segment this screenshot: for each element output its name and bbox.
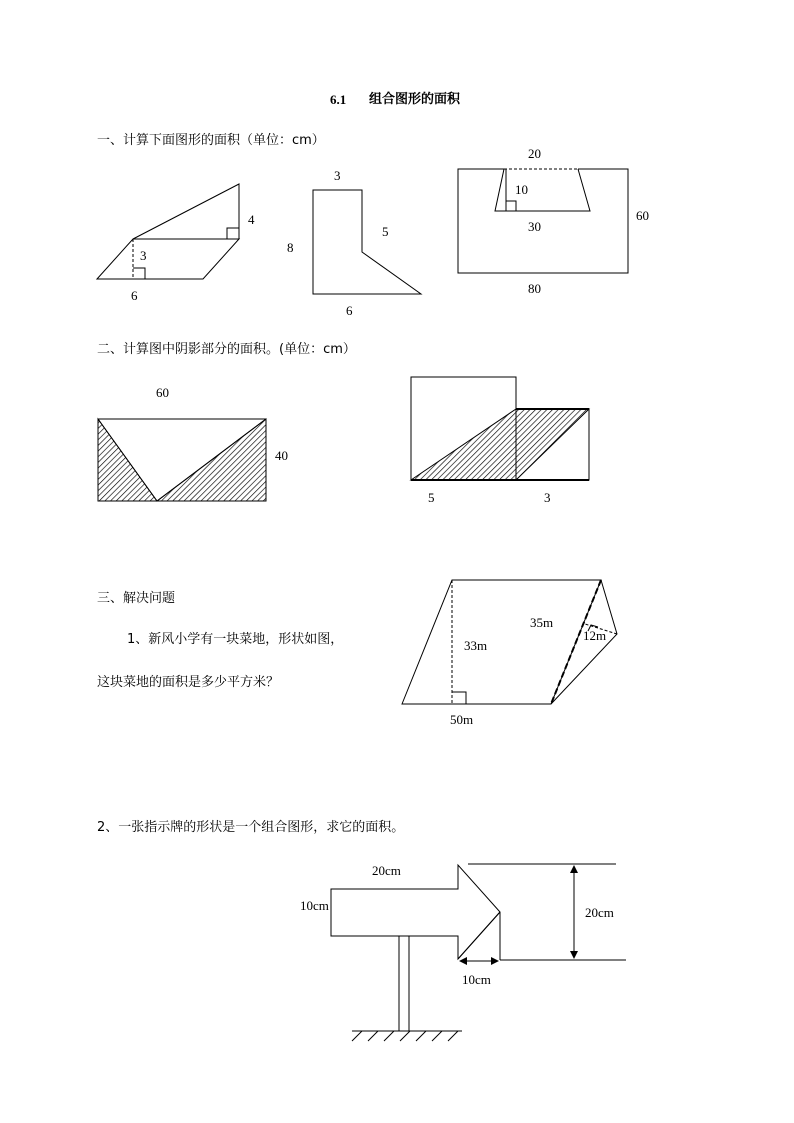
fig1c-label-60: 60: [636, 208, 649, 223]
figure-shaded-rectangle: [98, 419, 266, 501]
q2-label-10cm-bottom: 10cm: [462, 972, 491, 987]
fig2b-label-3: 3: [544, 490, 551, 505]
page-title: 组合图形的面积: [369, 92, 461, 107]
fig1a-label-3: 3: [140, 248, 147, 263]
figure-arrow-sign: [331, 864, 626, 1041]
fig2b-label-5: 5: [428, 490, 435, 505]
fig2a-label-40: 40: [275, 448, 288, 463]
fig1b-label-6: 6: [346, 303, 353, 318]
q2-label-10cm-left: 10cm: [300, 898, 329, 913]
q1-label-33: 33m: [464, 638, 488, 653]
q1-label-50: 50m: [450, 712, 474, 727]
q2-label-20cm-top: 20cm: [372, 863, 401, 878]
section2-heading: 二、计算图中阴影部分的面积。(单位：cm）: [97, 342, 356, 357]
section1-heading: 一、计算下面图形的面积（单位：cm）: [97, 133, 325, 148]
q1-label-12: 12m: [583, 628, 607, 643]
fig1a-label-6: 6: [131, 288, 138, 303]
fig1c-label-10: 10: [515, 182, 528, 197]
fig1b-label-3: 3: [334, 168, 341, 183]
q2-text: 2、一张指示牌的形状是一个组合图形，求它的面积。: [97, 820, 405, 835]
figure-rect-trapezoid: [458, 169, 628, 273]
title-number: 6.1: [330, 92, 347, 107]
q2-label-20cm-right: 20cm: [585, 905, 614, 920]
fig1a-label-4: 4: [248, 212, 255, 227]
fig1c-label-30: 30: [528, 219, 541, 234]
q1-line2: 这块菜地的面积是多少平方米？: [97, 675, 280, 690]
fig1c-label-80: 80: [528, 281, 541, 296]
fig1b-label-8: 8: [287, 240, 294, 255]
q1-line1: 1、新风小学有一块菜地，形状如图，: [127, 632, 344, 647]
figure-parallelogram-triangle: [97, 184, 239, 279]
fig1b-label-5: 5: [382, 224, 389, 239]
figure-l-shape: [313, 190, 421, 294]
q1-label-35: 35m: [530, 615, 554, 630]
fig1c-label-20: 20: [528, 146, 541, 161]
fig2a-label-60: 60: [156, 385, 169, 400]
figure-two-squares-shaded: [411, 377, 589, 480]
section3-heading: 三、解决问题: [97, 591, 176, 606]
